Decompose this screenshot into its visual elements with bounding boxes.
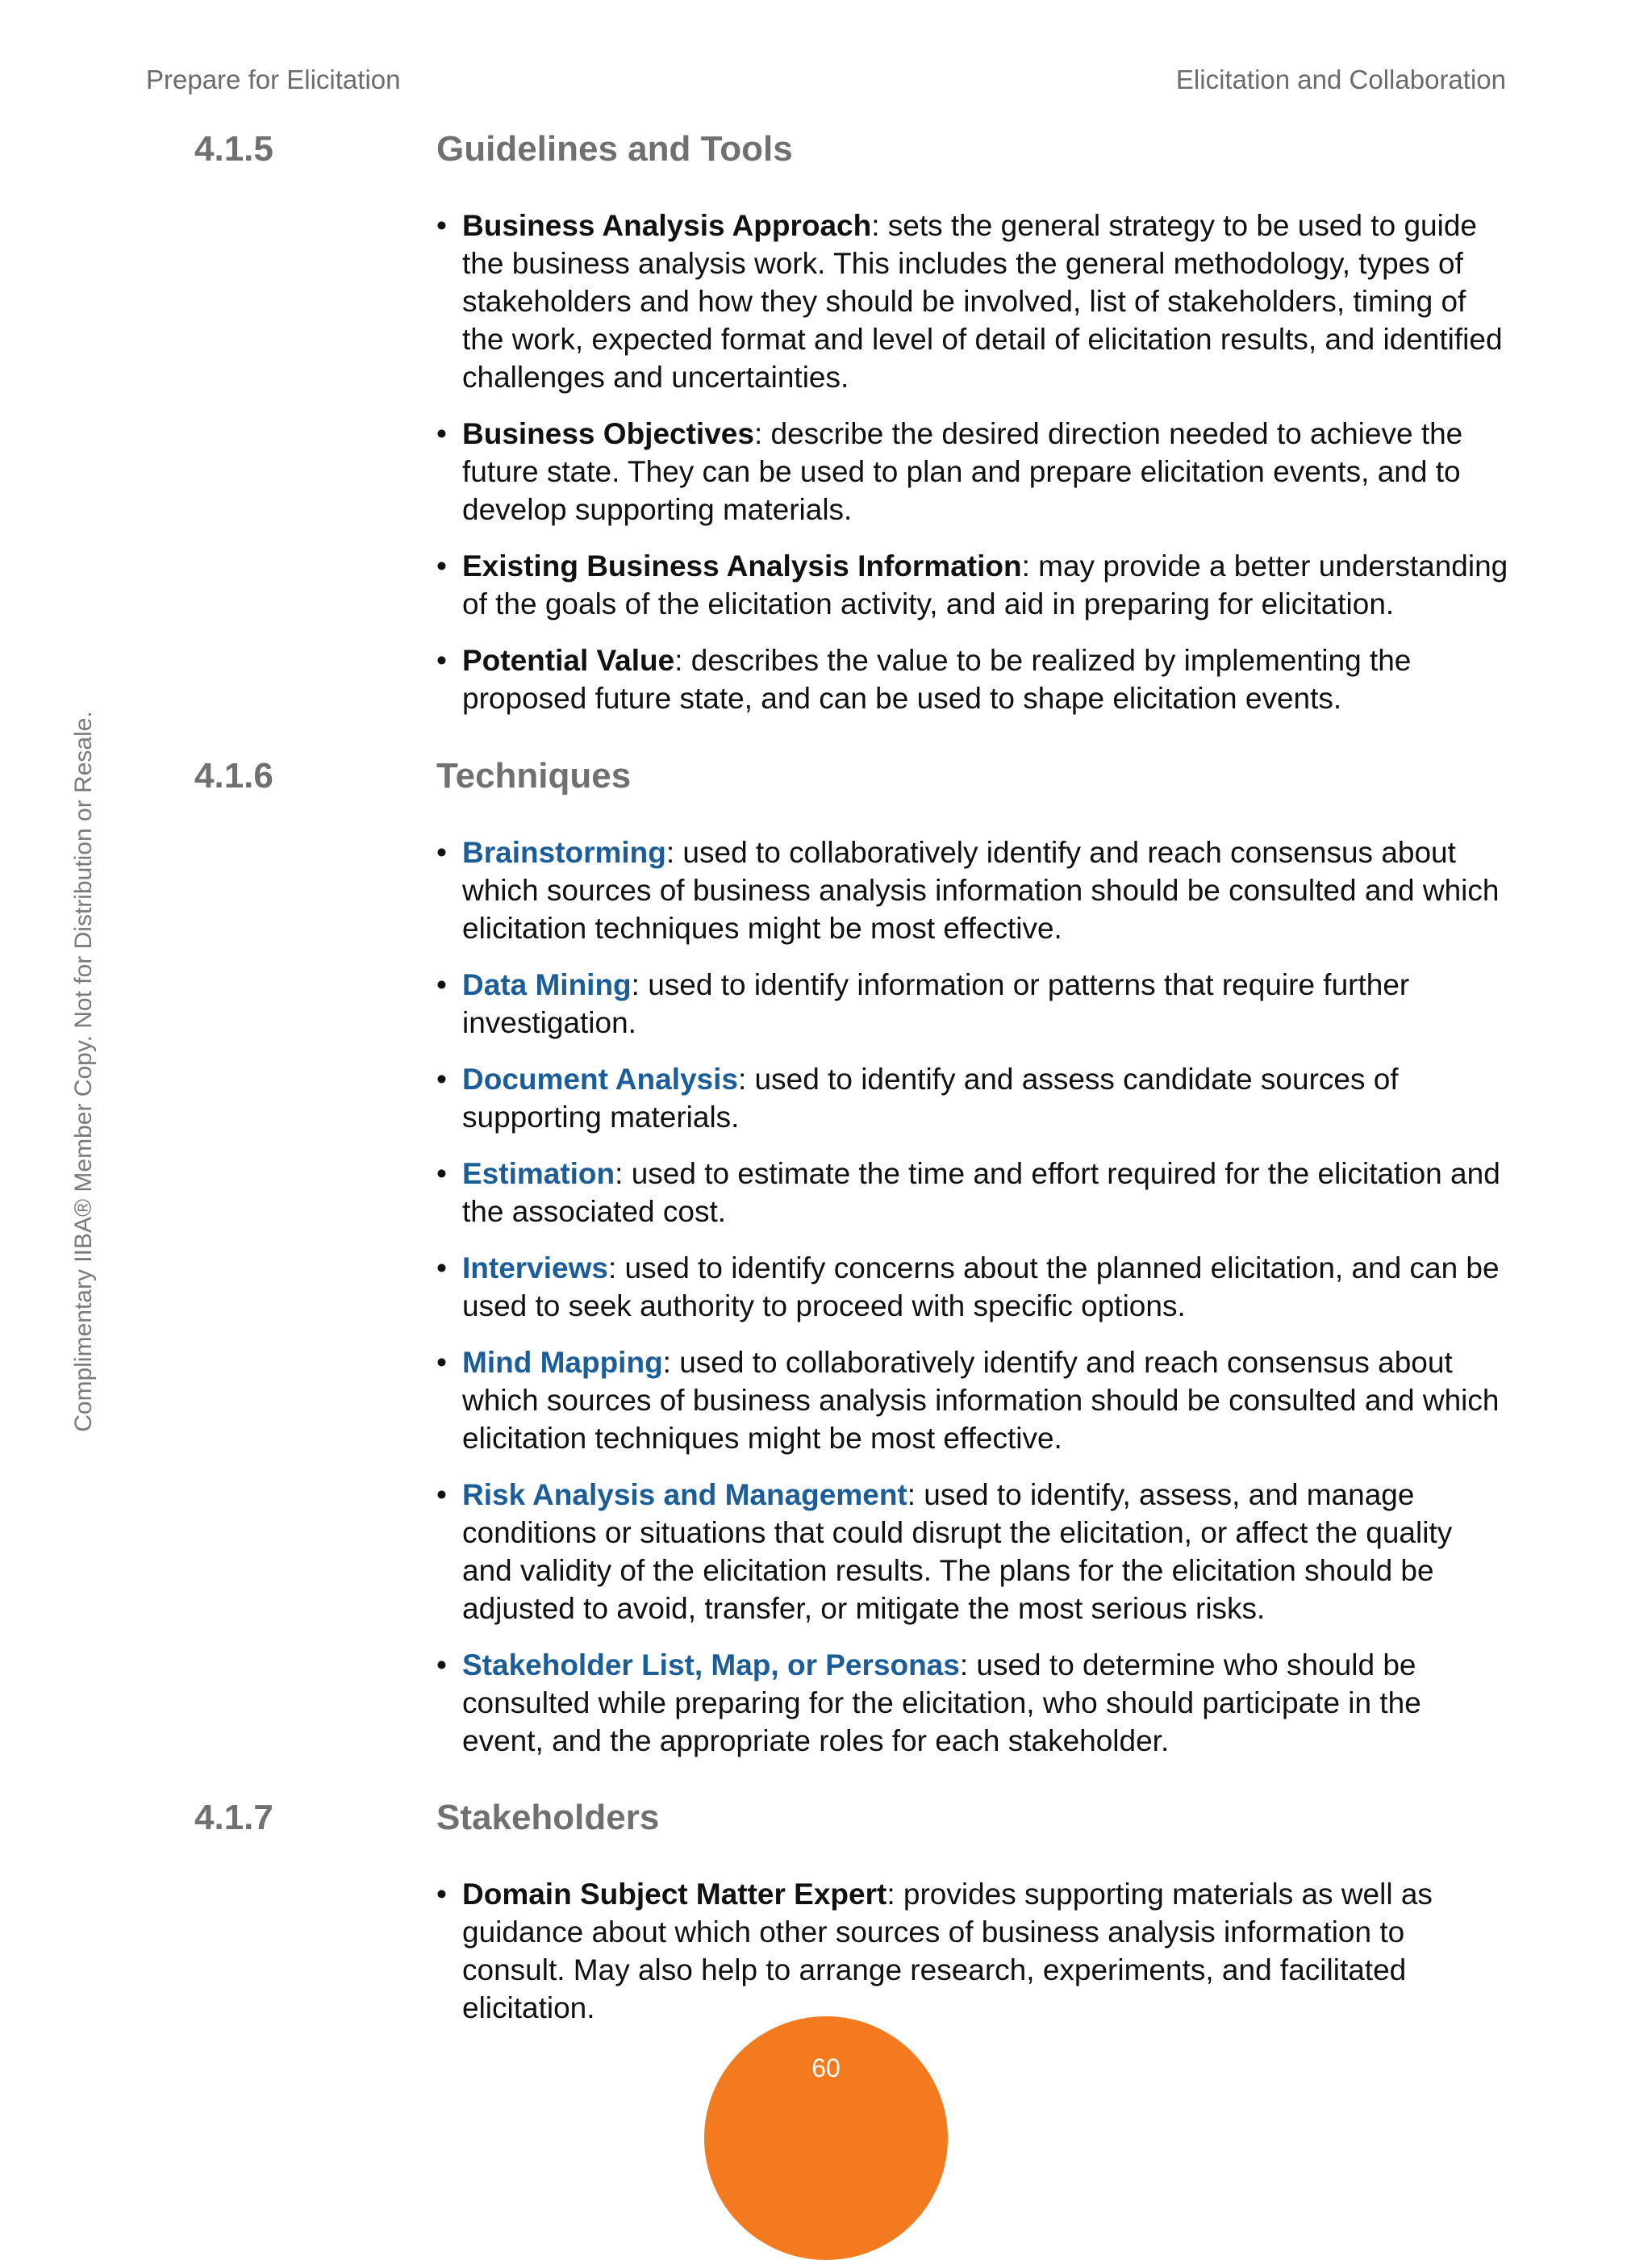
copyright-watermark: Complimentary IIBA® Member Copy. Not for Distribution or Resale. xyxy=(70,711,97,1432)
page-number-badge xyxy=(704,2016,948,2260)
technique-link-mind-mapping[interactable]: Mind Mapping xyxy=(462,1346,663,1379)
bullet-text: : used to identify concerns about the planned elicitation, and can be used to seek authority to proceed with specific options. xyxy=(462,1251,1500,1322)
bullet-text: : used to identify, assess, and manage conditions or situations that could disrupt the elicitation, or affect the quality and validity of the elicitation results. The plans for the elicitation should be adjusted to avoid, transfer, or mitigate the most serious risks. xyxy=(462,1478,1453,1625)
list-item xyxy=(436,1476,1509,1627)
list-item xyxy=(436,833,1509,947)
bullet-text: : describe the desired direction needed to achieve the future state. They can be used to plan and prepare elicitation events, and to develop supporting materials. xyxy=(462,417,1463,526)
bullet-text: : used to identify information or patterns that require further investigation. xyxy=(462,968,1410,1039)
technique-link-estimation[interactable]: Estimation xyxy=(462,1157,615,1190)
bullet-list xyxy=(436,207,1509,736)
bullet-text: : used to estimate the time and effort required for the elicitation and the associated cost. xyxy=(462,1157,1500,1228)
section-title: Guidelines and Tools xyxy=(436,129,793,169)
bullet-term: Potential Value xyxy=(462,644,675,677)
running-header-right: Elicitation and Collaboration xyxy=(1175,65,1506,94)
bullet-text: : used to collaboratively identify and reach consensus about which sources of business analysis information should be consulted and which elicitation techniques might be most effective. xyxy=(462,1346,1500,1455)
section-number: 4.1.7 xyxy=(194,1798,273,1837)
bullet-list xyxy=(436,1875,1509,2045)
bullet-text: : sets the general strategy to be used to guide the business analysis work. This includes the general methodology, types of stakeholders and how they should be involved, list of stakeholders, timing of the work, expected format and level of detail of elicitation results, and identified challenges and uncertainties. xyxy=(462,209,1503,394)
bullet-text: : provides supporting materials as well as guidance about which other sources of business analysis information to consult. May also help to arrange research, experiments, and facilitated elicitation. xyxy=(462,1878,1433,2024)
technique-link-document-analysis[interactable]: Document Analysis xyxy=(462,1063,738,1096)
section-title: Stakeholders xyxy=(436,1798,660,1837)
page-number: 60 xyxy=(811,2053,841,2082)
technique-link-risk-analysis[interactable]: Risk Analysis and Management xyxy=(462,1478,907,1511)
section-number: 4.1.5 xyxy=(194,129,273,169)
section-number: 4.1.6 xyxy=(194,756,273,796)
list-item xyxy=(436,641,1509,717)
bullet-term: Business Objectives xyxy=(462,417,754,450)
bullet-term: Domain Subject Matter Expert xyxy=(462,1878,887,1911)
list-item xyxy=(436,1646,1509,1760)
list-item xyxy=(436,1249,1509,1325)
bullet-term: Business Analysis Approach xyxy=(462,209,872,242)
list-item xyxy=(436,207,1509,396)
technique-link-interviews[interactable]: Interviews xyxy=(462,1251,608,1285)
bullet-text: : may provide a better understanding of the goals of the elicitation activity, and aid in preparing for elicitation. xyxy=(462,549,1508,620)
bullet-text: : used to identify and assess candidate sources of supporting materials. xyxy=(462,1063,1399,1134)
bullet-text: : used to collaboratively identify and reach consensus about which sources of business analysis information should be consulted and which elicitation techniques might be most effective. xyxy=(462,836,1500,945)
bullet-list xyxy=(436,833,1509,1778)
list-item xyxy=(436,415,1509,528)
bullet-text: : describes the value to be realized by implementing the proposed future state, and can be used to shape elicitation events. xyxy=(462,644,1412,715)
bullet-text: : used to determine who should be consulted while preparing for the elicitation, who should participate in the event, and the appropriate roles for each stakeholder. xyxy=(462,1648,1421,1757)
technique-link-data-mining[interactable]: Data Mining xyxy=(462,968,632,1001)
running-header-left: Prepare for Elicitation xyxy=(146,65,401,94)
list-item xyxy=(436,1343,1509,1457)
section-title: Techniques xyxy=(436,756,632,796)
list-item xyxy=(436,966,1509,1042)
list-item xyxy=(436,1060,1509,1136)
technique-link-stakeholder-list[interactable]: Stakeholder List, Map, or Personas xyxy=(462,1648,960,1681)
list-item xyxy=(436,1155,1509,1230)
technique-link-brainstorming[interactable]: Brainstorming xyxy=(462,836,666,869)
list-item xyxy=(436,547,1509,623)
list-item xyxy=(436,1875,1509,2027)
bullet-term: Existing Business Analysis Information xyxy=(462,549,1022,583)
